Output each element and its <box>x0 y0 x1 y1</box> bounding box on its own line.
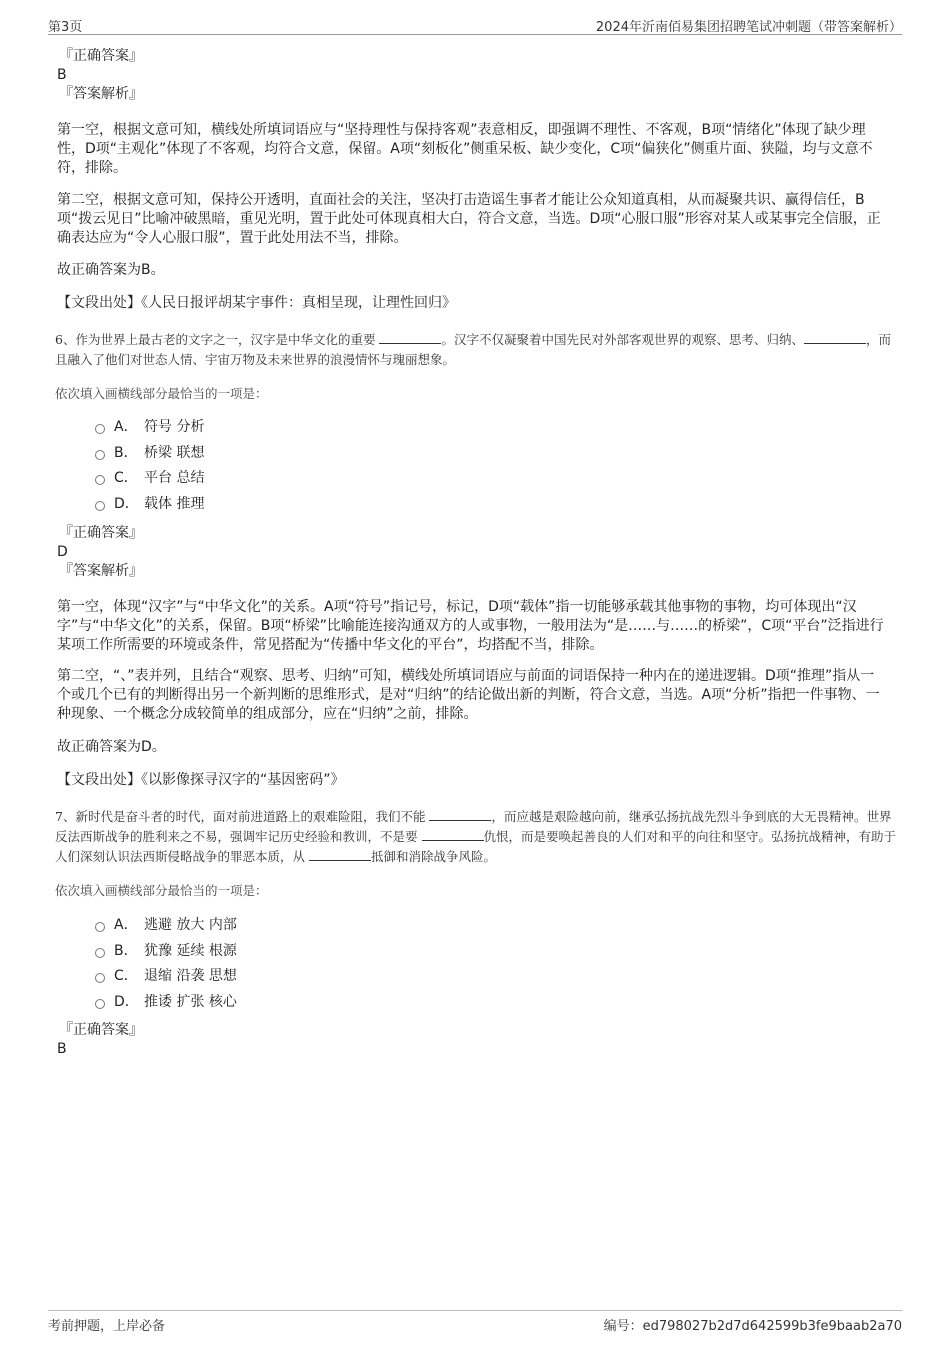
radio-icon[interactable] <box>95 999 105 1009</box>
question-6-options <box>95 415 204 517</box>
correct-answer-label: 『正确答案』 <box>59 525 143 541</box>
analysis-paragraph: 第一空，体现“汉字”与“中华文化”的关系。A项“符号”指记号，标记，D项“载体”指一切能够承载其他事物的事物，均可体现出“汉字”与“中华文化”的关系，保留。B项“桥梁”比喻能连接沟通双方的人或事物，一般用法为“是……与……的桥梁”，C项“平台”泛指进行某项工作所需要的环境或条件，常见搭配为“传播中华文化的平台”，均搭配不当，排除。 <box>57 599 884 653</box>
option-a[interactable]: A． 符号 分析 <box>95 415 204 441</box>
document-code: ed798027b2d7d642599b3fe9baab2a70 <box>642 1319 902 1334</box>
analysis-label: 『答案解析』 <box>59 86 143 102</box>
q6-answer-block <box>55 524 895 581</box>
radio-icon[interactable] <box>95 501 105 511</box>
option-c[interactable]: C． 平台 总结 <box>95 466 204 492</box>
option-b[interactable]: B． 犹豫 延续 根源 <box>95 939 237 965</box>
page-number: 第3页 <box>48 20 83 35</box>
blank-line <box>804 331 866 344</box>
radio-icon[interactable] <box>95 450 105 460</box>
radio-icon[interactable] <box>95 948 105 958</box>
correct-answer-label: 『正确答案』 <box>59 1022 143 1038</box>
source-citation: 【文段出处】《人民日报评胡某宇事件：真相呈现，让理性回归》 <box>57 295 456 311</box>
analysis-conclusion: 故正确答案为D。 <box>57 739 166 755</box>
radio-icon[interactable] <box>95 424 105 434</box>
page-header <box>48 14 902 35</box>
q7-answer-block <box>55 1021 895 1059</box>
question-7-options <box>95 913 237 1015</box>
question-6-stem: 6、作为世界上最古老的文字之一，汉字是中华文化的重要 。汉字不仅凝聚着中国先民对外部客观世界的观察、思考、归纳、 ，而且融入了他们对世态人情、宇宙万物及未来世界的浪漫情怀与瑰丽想象。 <box>55 332 891 367</box>
radio-icon[interactable] <box>95 973 105 983</box>
source-citation: 【文段出处】《以影像探寻汉字的“基因密码”》 <box>57 772 345 788</box>
question-prompt: 依次填入画横线部分最恰当的一项是： <box>55 883 268 898</box>
analysis-paragraph: 第二空，“、”表并列，且结合“观察、思考、归纳”可知，横线处所填词语应与前面的词语保持一种内在的递进逻辑。D项“推理”指从一个或几个已有的判断得出另一个新判断的思维形式，是对“归纳”的结论做出新的判断，符合文意，当选。A项“分析”指把一件事物、一种现象、一个概念分成较简单的组成部分，应在“归纳”之前，排除。 <box>57 668 880 722</box>
option-a[interactable]: A． 逃避 放大 内部 <box>95 913 237 939</box>
radio-icon[interactable] <box>95 922 105 932</box>
analysis-label: 『答案解析』 <box>59 563 143 579</box>
radio-icon[interactable] <box>95 475 105 485</box>
footer-slogan: 考前押题，上岸必备 <box>48 1319 166 1334</box>
blank-line <box>309 848 371 861</box>
question-prompt: 依次填入画横线部分最恰当的一项是： <box>55 386 268 401</box>
correct-answer-value: D <box>57 544 68 560</box>
blank-line <box>422 828 484 841</box>
q5-answer-block <box>55 47 895 104</box>
correct-answer-value: B <box>57 67 67 83</box>
blank-line <box>379 331 441 344</box>
footer-code: 编号：ed798027b2d7d642599b3fe9baab2a70 <box>603 1319 902 1334</box>
option-c[interactable]: C． 退缩 沿袭 思想 <box>95 964 237 990</box>
question-7-stem: 7、新时代是奋斗者的时代，面对前进道路上的艰难险阻，我们不能 ，而应越是艰险越向前，继承弘扬抗战先烈斗争到底的大无畏精神。世界反法西斯战争的胜利来之不易，强调牢记历史经验和教训，不是要 仇恨，而是要唤起善良的人们对和平的向往和坚守。弘扬抗战精神，有助于人们深刻认识法西斯侵略战争的罪恶本质，从 抵御和消除战争风险。 <box>55 809 897 864</box>
blank-line <box>429 808 491 821</box>
correct-answer-value: B <box>57 1041 67 1057</box>
analysis-paragraph: 第二空，根据文意可知，保持公开透明，直面社会的关注，坚决打击造谣生事者才能让公众知道真相，从而凝聚共识、赢得信任，B项“拨云见日”比喻冲破黑暗，重见光明，置于此处可体现真相大白，符合文意，当选。D项“心服口服”形容对某人或某事完全信服，正确表达应为“令人心服口服”，置于此处用法不当，排除。 <box>57 192 881 246</box>
option-d[interactable]: D． 推诿 扩张 核心 <box>95 990 237 1016</box>
analysis-paragraph: 第一空，根据文意可知，横线处所填词语应与“坚持理性与保持客观”表意相反，即强调不理性、不客观，B项“情绪化”体现了缺少理性，D项“主观化”体现了不客观，均符合文意，保留。A项“刻板化”侧重呆板、缺少变化，C项“偏狭化”侧重片面、狭隘，均与文意不符，排除。 <box>57 122 873 176</box>
document-title: 2024年沂南佰易集团招聘笔试冲刺题（带答案解析） <box>595 20 902 35</box>
page-footer <box>48 1310 902 1334</box>
option-d[interactable]: D． 载体 推理 <box>95 492 204 518</box>
correct-answer-label: 『正确答案』 <box>59 48 143 64</box>
analysis-conclusion: 故正确答案为B。 <box>57 262 165 278</box>
option-b[interactable]: B． 桥梁 联想 <box>95 441 204 467</box>
